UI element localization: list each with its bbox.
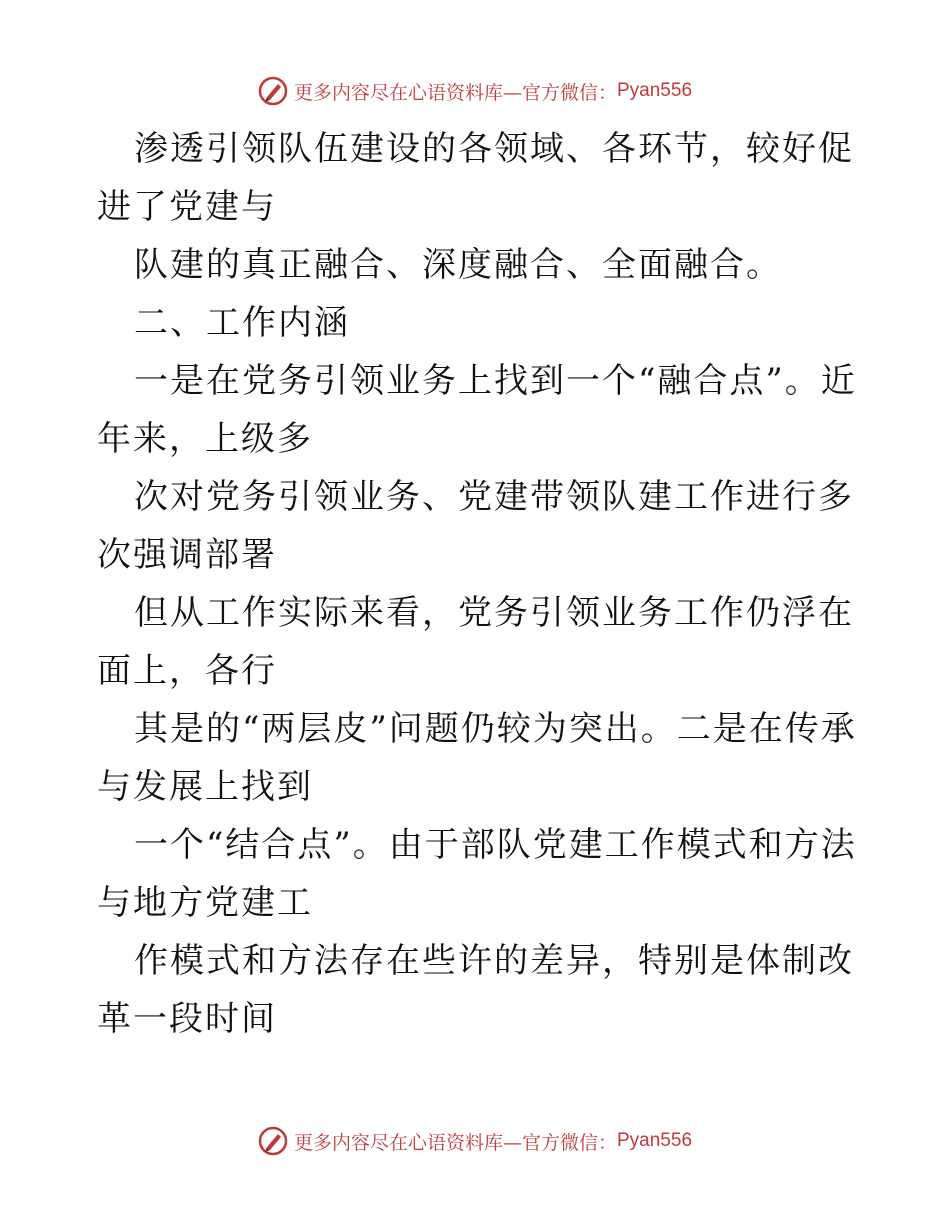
watermark-text: 更多内容尽在心语资料库—官方微信： [293, 81, 617, 104]
paragraph: 作模式和方法存在些许的差异，特别是体制改革一段时间 [97, 941, 854, 1039]
paragraph: 但从工作实际来看，党务引领业务工作仍浮在面上，各行 [97, 593, 854, 691]
footer-watermark [0, 1121, 950, 1161]
watermark-text: 更多内容尽在心语资料库—官方微信： [293, 1131, 617, 1154]
watermark-id: Pyan556 [617, 1130, 693, 1151]
pen-logo-icon [258, 1126, 288, 1156]
document-body [97, 120, 857, 1048]
pen-logo-icon [258, 76, 288, 106]
paragraph: 一是在党务引领业务上找到一个“融合点”。近年来，上级多 [97, 361, 857, 459]
paragraph: 其是的“两层皮”问题仍较为突出。二是在传承与发展上找到 [97, 709, 857, 807]
watermark-id: Pyan556 [617, 80, 693, 101]
paragraph: 渗透引领队伍建设的各领域、各环节，较好促进了党建与 [97, 129, 854, 227]
header-watermark [0, 71, 950, 111]
paragraph: 一个“结合点”。由于部队党建工作模式和方法与地方党建工 [97, 825, 857, 923]
paragraph: 次对党务引领业务、党建带领队建工作进行多次强调部署 [97, 477, 854, 575]
section-heading: 二、工作内涵 [134, 303, 350, 343]
paragraph: 队建的真正融合、深度融合、全面融合。 [134, 245, 782, 285]
